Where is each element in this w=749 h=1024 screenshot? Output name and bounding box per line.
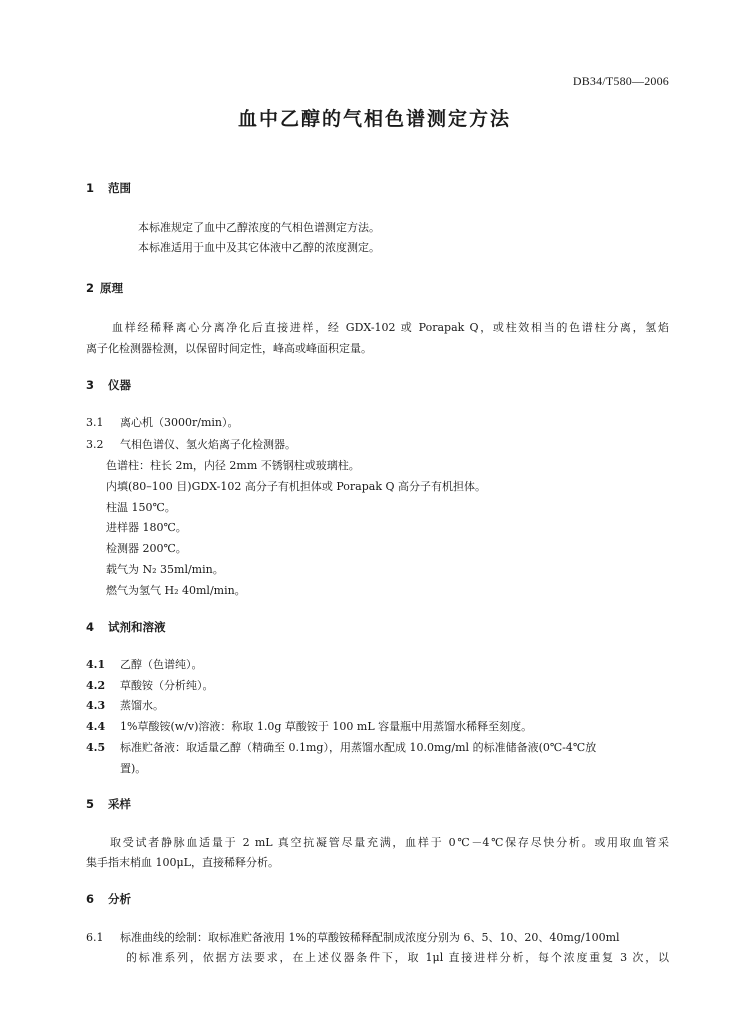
clause-number: 4.4 [86, 720, 106, 733]
section-2-heading [86, 280, 123, 296]
section-4-heading [86, 619, 166, 635]
clause-text: 离心机（3000r/min）。 [120, 416, 239, 429]
clause-text: 标准贮备液：取适量乙醇（精确至 0.1mg），用蒸馏水配成 10.0mg/ml 的标准储备液(0℃-4℃放 [120, 741, 597, 754]
clause-4-1 [86, 656, 203, 672]
clause-continuation: 的标准系列，依据方法要求，在上述仪器条件下，取 1μl 直接进样分析，每个浓度重复 3 次，以 [126, 951, 669, 964]
section-title: 分析 [108, 892, 131, 906]
section-6-heading [86, 891, 131, 907]
clause-continuation: 置)。 [120, 762, 147, 775]
paragraph-line: 离子化检测器检测，以保留时间定性，峰高或峰面积定量。 [86, 342, 372, 355]
instrument-spec-line: 内填(80–100 目)GDX-102 高分子有机担体或 Porapak Q 高分子有机担体。 [106, 480, 486, 493]
instrument-spec-line: 进样器 180℃。 [106, 521, 187, 534]
clause-number: 4.2 [86, 679, 106, 692]
paragraph-line: 集手指末梢血 100μL，直接稀释分析。 [86, 856, 279, 869]
clause-text: 蒸馏水。 [120, 699, 164, 712]
clause-text: 乙醇（色谱纯）。 [120, 658, 203, 671]
instrument-spec-line: 柱温 150℃。 [106, 501, 176, 514]
document-title: 血中乙醇的气相色谱测定方法 [237, 108, 511, 130]
section-title: 范围 [108, 181, 131, 195]
instrument-spec-line: 检测器 200℃。 [106, 542, 187, 555]
section-title: 采样 [108, 797, 131, 811]
clause-number: 3.1 [86, 416, 104, 429]
instrument-spec-line: 色谱柱：柱长 2m，内径 2mm 不锈钢柱或玻璃柱。 [106, 459, 360, 472]
clause-3-1 [86, 414, 239, 430]
clause-number: 6.1 [86, 931, 104, 944]
paragraph-line: 血样经稀释离心分离净化后直接进样，经 GDX-102 或 Porapak Q，或柱效相当的色谱柱分离，氢焰 [112, 321, 669, 334]
clause-number: 4.1 [86, 658, 106, 671]
clause-4-2 [86, 677, 214, 693]
clause-3-2 [86, 436, 296, 452]
paragraph-line: 本标准适用于血中及其它体液中乙醇的浓度测定。 [138, 241, 380, 254]
section-3-heading [86, 377, 131, 393]
clause-text: 1%草酸铵(w/v)溶液：称取 1.0g 草酸铵于 100 mL 容量瓶中用蒸馏水稀释至刻度。 [120, 720, 533, 733]
paragraph-line: 本标准规定了血中乙醇浓度的气相色谱测定方法。 [138, 221, 380, 234]
clause-4-5 [86, 739, 596, 755]
section-title: 仪器 [108, 378, 131, 392]
section-number: 5 [86, 797, 95, 811]
clause-text: 标准曲线的绘制：取标准贮备液用 1%的草酸铵稀释配制成浓度分别为 6、5、10、20、40mg/100ml [120, 931, 620, 944]
clause-text: 气相色谱仪、氢火焰离子化检测器。 [120, 438, 296, 451]
section-number: 6 [86, 892, 95, 906]
section-number: 2 [86, 281, 95, 295]
clause-6-1 [86, 929, 620, 945]
document-code: DB34/T580—2006 [572, 74, 669, 88]
clause-4-4 [86, 718, 532, 734]
section-title: 原理 [100, 281, 123, 295]
section-number: 4 [86, 620, 95, 634]
section-1-heading [86, 180, 131, 196]
clause-4-3 [86, 697, 164, 713]
section-number: 3 [86, 378, 95, 392]
paragraph-line: 取受试者静脉血适量于 2 mL 真空抗凝管尽量充满，血样于 0℃－4℃保存尽快分析。或用取血管采 [110, 836, 669, 849]
clause-number: 4.5 [86, 741, 106, 754]
instrument-spec-line: 载气为 N₂ 35ml/min。 [106, 563, 224, 576]
section-number: 1 [86, 181, 95, 195]
clause-number: 4.3 [86, 699, 106, 712]
section-title: 试剂和溶液 [108, 620, 166, 634]
section-5-heading [86, 796, 131, 812]
clause-number: 3.2 [86, 438, 104, 451]
instrument-spec-line: 燃气为氢气 H₂ 40ml/min。 [106, 584, 246, 597]
clause-text: 草酸铵（分析纯）。 [120, 679, 214, 692]
